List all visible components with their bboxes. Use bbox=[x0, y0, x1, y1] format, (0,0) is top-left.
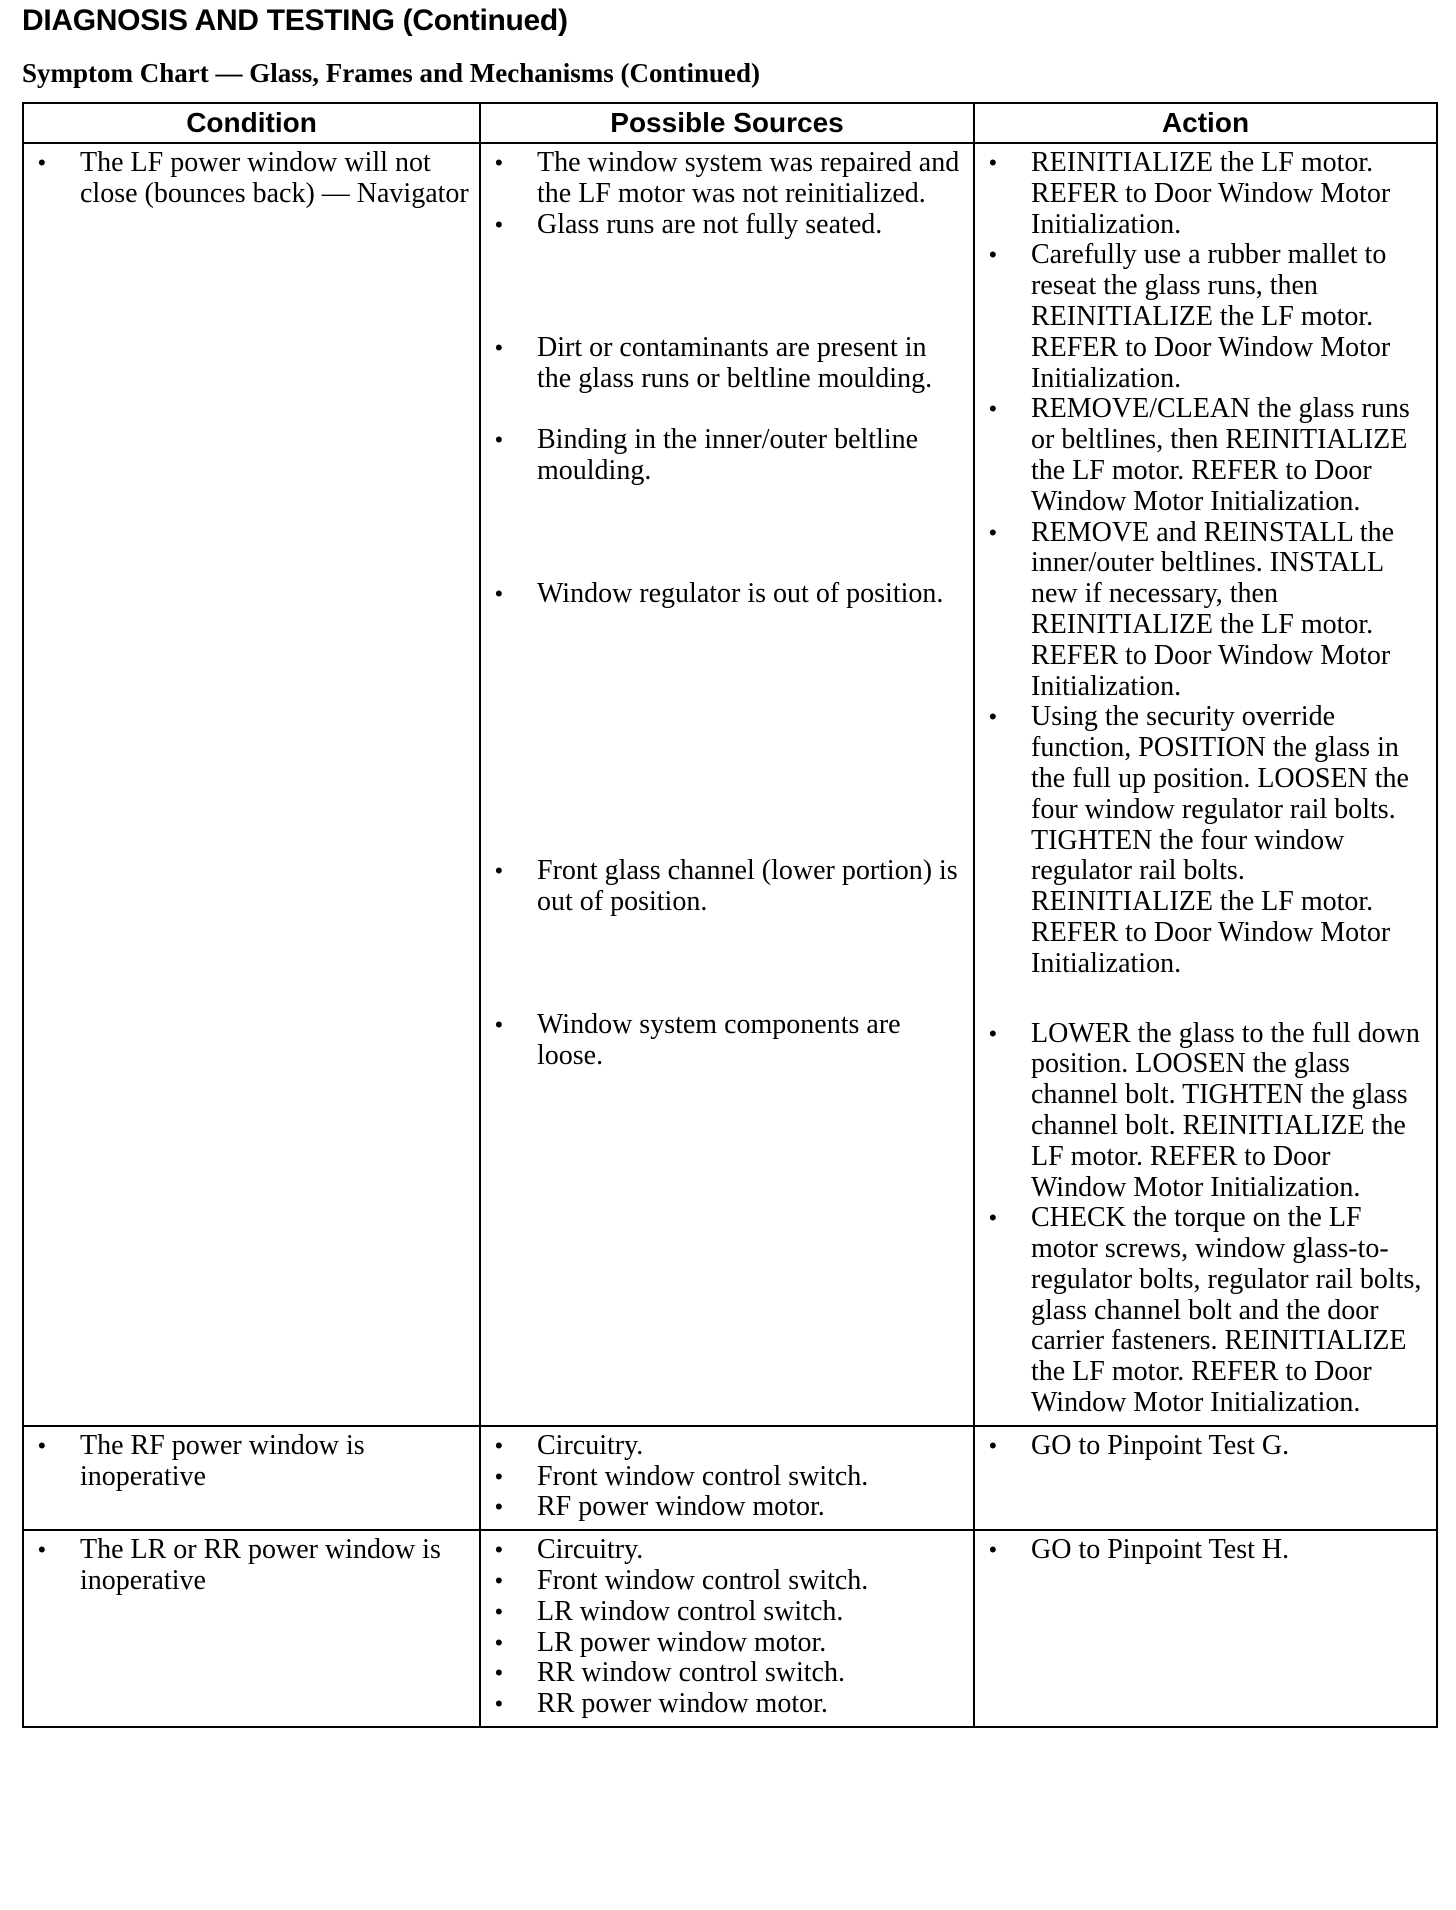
list-item: • The LF power window will not close (bounces back) — Navigator bbox=[32, 148, 471, 210]
header-possible-sources: Possible Sources bbox=[480, 103, 974, 143]
table-row bbox=[23, 1530, 1437, 1727]
table-row bbox=[23, 1426, 1437, 1530]
symptom-chart-table bbox=[22, 102, 1438, 1728]
list-item: • Circuitry. bbox=[489, 1535, 965, 1566]
sources-cell bbox=[480, 1530, 974, 1727]
list-item: • LOWER the glass to the full down position. LOOSEN the glass channel bolt. TIGHTEN the glass channel bolt. REINITIALIZE the LF motor. REFER to Door Window Motor Initialization. bbox=[983, 1019, 1428, 1204]
list-item: • GO to Pinpoint Test G. bbox=[983, 1431, 1428, 1462]
list-item: • GO to Pinpoint Test H. bbox=[983, 1535, 1428, 1566]
list-item: • CHECK the torque on the LF motor screws, window glass-to-regulator bolts, regulator rail bolts, glass channel bolt and the door carrier fasteners. REINITIALIZE the LF motor. REFER to Door Window Motor Initialization. bbox=[983, 1203, 1428, 1419]
condition-cell bbox=[23, 1426, 480, 1530]
chart-title: Symptom Chart — Glass, Frames and Mechanisms (Continued) bbox=[22, 58, 761, 88]
list-item: • Glass runs are not fully seated. bbox=[489, 210, 965, 241]
list-item: • Circuitry. bbox=[489, 1431, 965, 1462]
table-row bbox=[23, 143, 1437, 1426]
table-header-row bbox=[23, 103, 1437, 143]
list-item: • Front window control switch. bbox=[489, 1566, 965, 1597]
list-item: • The RF power window is inoperative bbox=[32, 1431, 471, 1493]
list-item: • Binding in the inner/outer beltline moulding. bbox=[489, 425, 965, 487]
header-condition: Condition bbox=[23, 103, 480, 143]
list-item: • RR window control switch. bbox=[489, 1658, 965, 1689]
list-item: • LR power window motor. bbox=[489, 1628, 965, 1659]
sources-cell bbox=[480, 1426, 974, 1530]
list-item: • REMOVE and REINSTALL the inner/outer beltlines. INSTALL new if necessary, then REINITIALIZE the LF motor. REFER to Door Window Motor Initialization. bbox=[983, 518, 1428, 703]
list-item: • REMOVE/CLEAN the glass runs or beltlines, then REINITIALIZE the LF motor. REFER to Door Window Motor Initialization. bbox=[983, 394, 1428, 517]
action-cell bbox=[974, 1426, 1437, 1530]
list-item: • Carefully use a rubber mallet to reseat the glass runs, then REINITIALIZE the LF motor. REFER to Door Window Motor Initialization. bbox=[983, 240, 1428, 394]
page-title: DIAGNOSIS AND TESTING (Continued) bbox=[22, 4, 568, 37]
list-item: • Window regulator is out of position. bbox=[489, 579, 965, 610]
action-cell bbox=[974, 1530, 1437, 1727]
list-item: • LR window control switch. bbox=[489, 1597, 965, 1628]
list-item: • The LR or RR power window is inoperative bbox=[32, 1535, 471, 1597]
list-item: • The window system was repaired and the LF motor was not reinitialized. bbox=[489, 148, 965, 210]
list-item: • RR power window motor. bbox=[489, 1689, 965, 1720]
condition-cell bbox=[23, 143, 480, 1426]
condition-cell bbox=[23, 1530, 480, 1727]
sources-cell bbox=[480, 143, 974, 1426]
list-item: • Using the security override function, POSITION the glass in the full up position. LOOSEN the four window regulator rail bolts. TIGHTEN the four window regulator rail bolts. REINITIALIZE the LF motor. REFER to Door Window Motor Initialization. bbox=[983, 702, 1428, 979]
list-item: • Front glass channel (lower portion) is out of position. bbox=[489, 856, 965, 918]
list-item: • Front window control switch. bbox=[489, 1462, 965, 1493]
list-item: • REINITIALIZE the LF motor. REFER to Door Window Motor Initialization. bbox=[983, 148, 1428, 240]
list-item: • RF power window motor. bbox=[489, 1492, 965, 1523]
list-item: • Window system components are loose. bbox=[489, 1010, 965, 1072]
header-action: Action bbox=[974, 103, 1437, 143]
action-cell bbox=[974, 143, 1437, 1426]
list-item: • Dirt or contaminants are present in the glass runs or beltline moulding. bbox=[489, 333, 965, 395]
